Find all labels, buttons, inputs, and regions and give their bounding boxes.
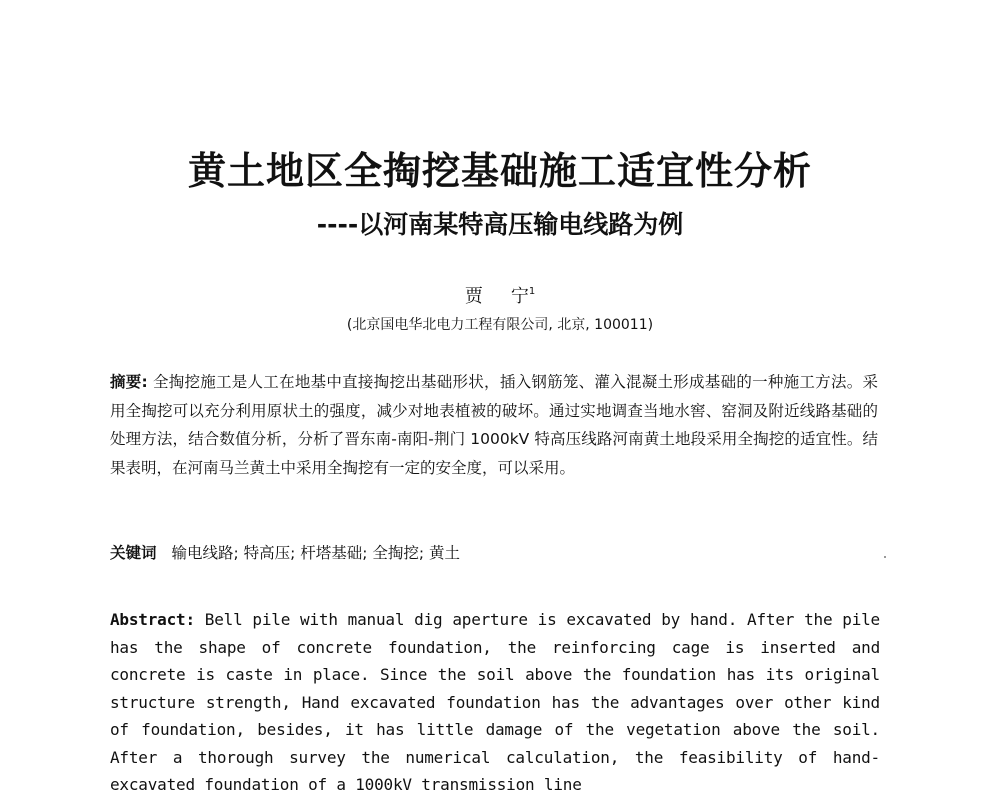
english-abstract xyxy=(110,606,880,799)
chinese-keywords-text: 输电线路; 特高压; 杆塔基础; 全掏挖; 黄土 xyxy=(171,544,461,562)
english-abstract-text: Bell pile with manual dig aperture is excavated by hand. After the pile has the shape of concrete foundation, the reinforcing cage is inserted and concrete is caste in place. Since the soil above the foundation has its original structure strength, Hand excavated foundation has the advantages over other kind of foundation, besides, it has little damage of the vegetation above the soil. After a thorough survey the numerical calculation, the feasibility of hand-excavated foundation of a 1000kV transmission line xyxy=(110,610,880,794)
chinese-abstract xyxy=(110,368,878,482)
author-given-name: 宁 xyxy=(510,286,529,307)
chinese-keywords xyxy=(110,541,878,565)
paper-title: 黄土地区全掏挖基础施工适宜性分析 xyxy=(187,149,812,193)
author-surname: 贾 xyxy=(464,286,483,307)
chinese-keywords-label: 关键词 xyxy=(110,544,157,562)
author-line xyxy=(0,282,1000,308)
english-abstract-label: Abstract: xyxy=(110,610,195,629)
chinese-abstract-label: 摘要: xyxy=(110,373,148,391)
author-affiliation: (北京国电华北电力工程有限公司, 北京, 100011) xyxy=(346,317,654,333)
chinese-abstract-text: 全掏挖施工是人工在地基中直接掏挖出基础形状，插入钢筋笼、灌入混凝土形成基础的一种施工方法。采用全掏挖可以充分利用原状土的强度，减少对地表植被的破坏。通过实地调查当地水窖、窑洞及附近线路基础的处理方法，结合数值分析，分析了晋东南-南阳-荆门 1000kV 特高压线路河南黄土地段采用全掏挖的适宜性。结果表明，在河南马兰黄土中采用全掏挖有一定的安全度，可以采用。 xyxy=(110,373,878,477)
scan-speck xyxy=(884,556,886,558)
paper-subtitle: ----以河南某特高压输电线路为例 xyxy=(316,210,684,239)
affiliation-marker: 1 xyxy=(528,286,536,297)
